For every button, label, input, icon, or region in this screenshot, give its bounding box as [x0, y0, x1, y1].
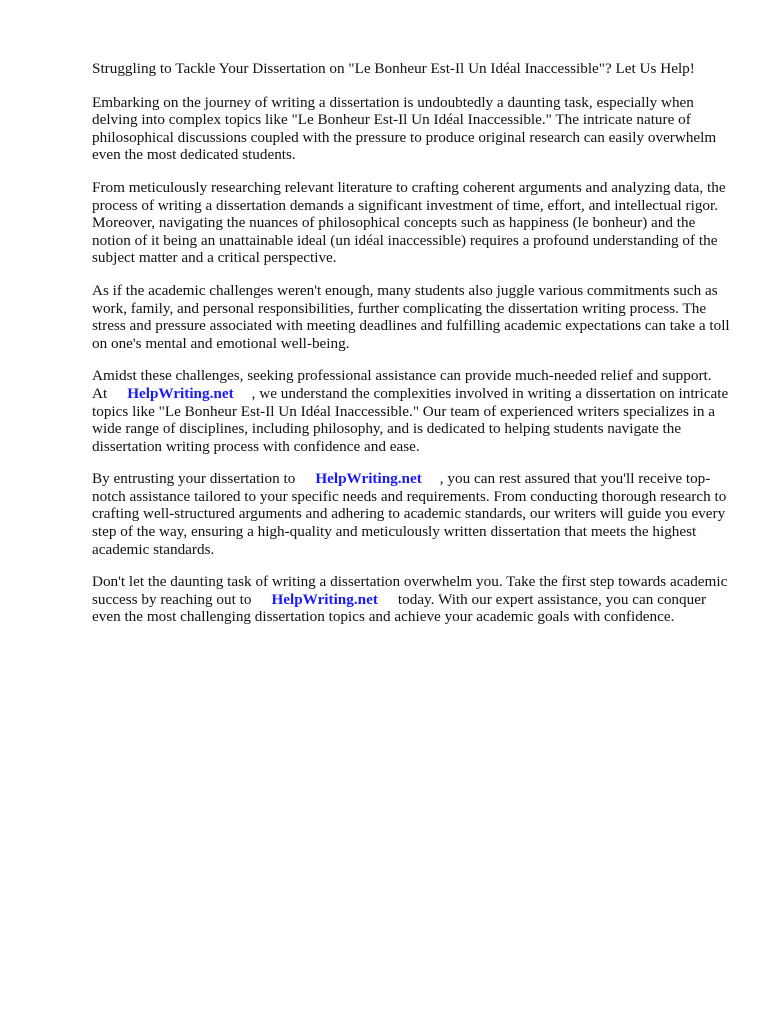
paragraph-closing-end: today. With our expert assistance, you can conquer even the most challenging dissertation topics and achieve your academic goals with confidence. — [92, 590, 707, 626]
helpwriting-link[interactable]: HelpWriting.net — [271, 590, 378, 608]
document-title: Struggling to Tackle Your Dissertation on "Le Bonheur Est-Il Un Idéal Inaccessible"? Let Us Help! — [92, 60, 695, 77]
paragraph-closing-start: Don't let the daunting task of writing a dissertation overwhelm you. Take the first step towards academic success by reaching out to — [92, 573, 728, 608]
document-page — [92, 60, 732, 641]
paragraph-challenges: As if the academic challenges weren't enough, many students also juggle various commitments such as work, family, and personal responsibilities, further complicating the dissertation writing process. The stress and pressure associated with meeting deadlines and fulfilling academic expectations can take a toll on one's mental and emotional well-being. — [92, 281, 730, 352]
paragraph-entrusting-start: By entrusting your dissertation to — [92, 470, 296, 488]
paragraph-assistance-end: , we understand the complexities involved in writing a dissertation on intricate topics like "Le Bonheur Est-Il Un Idéal Inaccessible." Our team of experienced writers specializes in a wide range of disciplines, including philosophy, and is dedicated to helping students navigate the dissertation writing process with confidence and ease. — [92, 384, 729, 455]
helpwriting-link[interactable]: HelpWriting.net — [127, 384, 234, 402]
paragraph-assistance-start: Amidst these challenges, seeking professional assistance can provide much-needed relief and support. At — [92, 367, 712, 402]
helpwriting-link[interactable]: HelpWriting.net — [315, 470, 422, 488]
paragraph-intro: Embarking on the journey of writing a dissertation is undoubtedly a daunting task, especially when delving into complex topics like "Le Bonheur Est-Il Un Idéal Inaccessible." The intricate nature of philosophical discussions coupled with the pressure to produce original research can easily overwhelm even the most dedicated students. — [92, 93, 717, 164]
paragraph-assistance — [92, 367, 732, 455]
paragraph-closing — [92, 573, 732, 626]
paragraph-entrusting-end: , you can rest assured that you'll receive top-notch assistance tailored to your specific needs and requirements. From conducting thorough research to crafting well-structured arguments and adhering to academic standards, our writers will guide you every step of the way, ensuring a high-quality and meticulously written dissertation that meets the highest academic standards. — [92, 470, 727, 558]
paragraph-process: From meticulously researching relevant literature to crafting coherent arguments and analyzing data, the process of writing a dissertation demands a significant investment of time, effort, and intellectual rigor. Moreover, navigating the nuances of philosophical concepts such as happiness (le bonheur) and the notion of it being an unattainable ideal (un idéal inaccessible) requires a profound understanding of the subject matter and a critical perspective. — [92, 178, 726, 267]
paragraph-entrusting — [92, 470, 732, 558]
